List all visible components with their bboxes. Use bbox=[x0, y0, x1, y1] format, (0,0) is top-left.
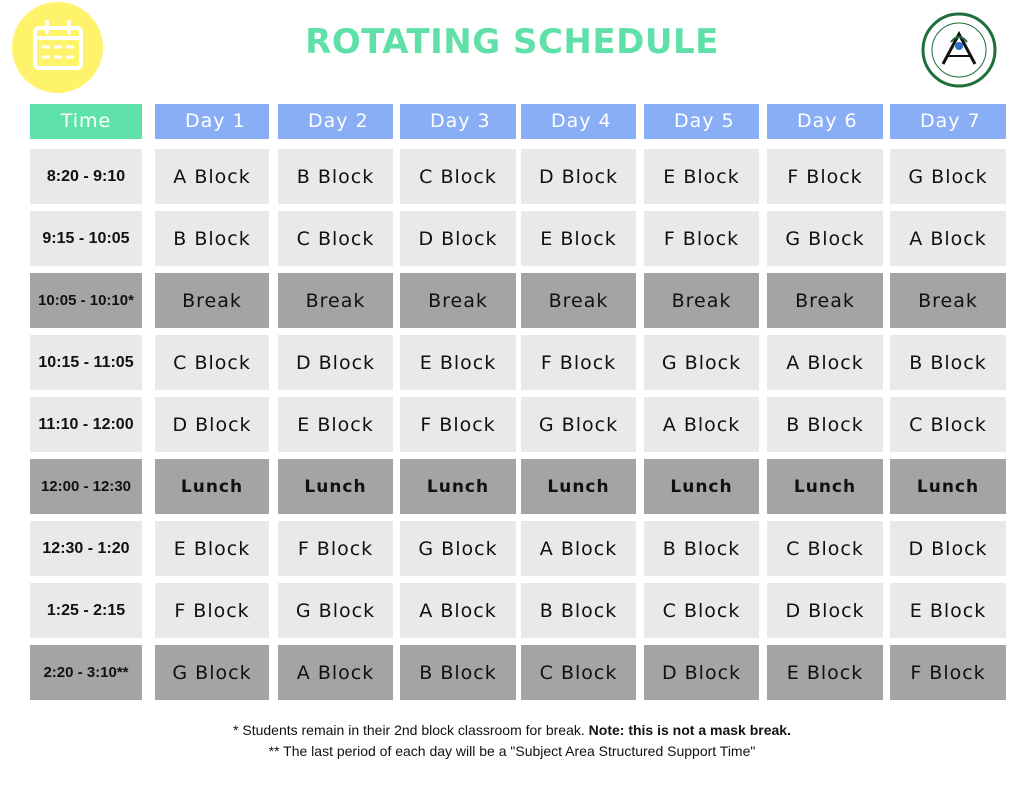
schedule-cell: E Block bbox=[521, 211, 636, 266]
schedule-cell: D Block bbox=[521, 149, 636, 204]
schedule-cell: Lunch bbox=[644, 459, 759, 514]
time-cell: 12:00 - 12:30 bbox=[30, 459, 142, 514]
footnote-break bbox=[0, 722, 1024, 738]
schedule-cell: D Block bbox=[155, 397, 269, 452]
day-header: Day 7 bbox=[890, 104, 1006, 139]
schedule-cell: D Block bbox=[644, 645, 759, 700]
schedule-cell: E Block bbox=[155, 521, 269, 576]
time-cell: 9:15 - 10:05 bbox=[30, 211, 142, 266]
schedule-cell: C Block bbox=[278, 211, 393, 266]
schedule-cell: G Block bbox=[644, 335, 759, 390]
schedule-cell: Break bbox=[278, 273, 393, 328]
footnote-break-note: Note: this is not a mask break. bbox=[588, 722, 791, 738]
schedule-cell: F Block bbox=[644, 211, 759, 266]
footnote-break-text: * Students remain in their 2nd block classroom for break. bbox=[233, 722, 589, 738]
schedule-cell: Lunch bbox=[521, 459, 636, 514]
day-header: Day 4 bbox=[521, 104, 636, 139]
schedule-cell: Break bbox=[890, 273, 1006, 328]
day-header: Day 1 bbox=[155, 104, 269, 139]
schedule-cell: F Block bbox=[400, 397, 516, 452]
schedule-cell: Lunch bbox=[767, 459, 883, 514]
schedule-cell: G Block bbox=[278, 583, 393, 638]
schedule-cell: A Block bbox=[890, 211, 1006, 266]
schedule-cell: A Block bbox=[400, 583, 516, 638]
schedule-cell: Lunch bbox=[400, 459, 516, 514]
schedule-cell: G Block bbox=[767, 211, 883, 266]
schedule-cell: B Block bbox=[767, 397, 883, 452]
schedule-cell: Break bbox=[644, 273, 759, 328]
schedule-cell: B Block bbox=[400, 645, 516, 700]
day-header: Day 5 bbox=[644, 104, 759, 139]
schedule-cell: F Block bbox=[767, 149, 883, 204]
time-header: Time bbox=[30, 104, 142, 139]
time-cell: 12:30 - 1:20 bbox=[30, 521, 142, 576]
schedule-cell: B Block bbox=[155, 211, 269, 266]
schedule-cell: D Block bbox=[400, 211, 516, 266]
schedule-cell: Break bbox=[400, 273, 516, 328]
schedule-cell: A Block bbox=[644, 397, 759, 452]
time-cell: 8:20 - 9:10 bbox=[30, 149, 142, 204]
schedule-cell: B Block bbox=[644, 521, 759, 576]
schedule-cell: Break bbox=[521, 273, 636, 328]
schedule-cell: G Block bbox=[521, 397, 636, 452]
schedule-cell: E Block bbox=[644, 149, 759, 204]
day-header: Day 6 bbox=[767, 104, 883, 139]
schedule-cell: D Block bbox=[890, 521, 1006, 576]
schedule-cell: F Block bbox=[278, 521, 393, 576]
time-cell: 10:05 - 10:10* bbox=[30, 273, 142, 328]
schedule-cell: C Block bbox=[890, 397, 1006, 452]
time-cell: 1:25 - 2:15 bbox=[30, 583, 142, 638]
school-seal-logo bbox=[921, 12, 997, 88]
schedule-cell: E Block bbox=[400, 335, 516, 390]
page-title: ROTATING SCHEDULE bbox=[305, 22, 719, 62]
time-cell: 10:15 - 11:05 bbox=[30, 335, 142, 390]
schedule-cell: D Block bbox=[767, 583, 883, 638]
schedule-cell: G Block bbox=[400, 521, 516, 576]
time-cell: 2:20 - 3:10** bbox=[30, 645, 142, 700]
schedule-cell: E Block bbox=[890, 583, 1006, 638]
schedule-cell: C Block bbox=[644, 583, 759, 638]
schedule-cell: B Block bbox=[521, 583, 636, 638]
schedule-cell: B Block bbox=[278, 149, 393, 204]
schedule-cell: Break bbox=[155, 273, 269, 328]
schedule-cell: A Block bbox=[767, 335, 883, 390]
day-header: Day 3 bbox=[400, 104, 516, 139]
schedule-cell: A Block bbox=[278, 645, 393, 700]
schedule-cell: E Block bbox=[278, 397, 393, 452]
schedule-cell: C Block bbox=[767, 521, 883, 576]
schedule-cell: Lunch bbox=[890, 459, 1006, 514]
schedule-cell: Lunch bbox=[278, 459, 393, 514]
schedule-cell: A Block bbox=[521, 521, 636, 576]
schedule-cell: G Block bbox=[155, 645, 269, 700]
schedule-cell: C Block bbox=[400, 149, 516, 204]
schedule-cell: D Block bbox=[278, 335, 393, 390]
schedule-cell: A Block bbox=[155, 149, 269, 204]
schedule-cell: Break bbox=[767, 273, 883, 328]
schedule-cell: B Block bbox=[890, 335, 1006, 390]
schedule-cell: F Block bbox=[521, 335, 636, 390]
schedule-cell: Lunch bbox=[155, 459, 269, 514]
day-header: Day 2 bbox=[278, 104, 393, 139]
schedule-cell: F Block bbox=[890, 645, 1006, 700]
schedule-cell: F Block bbox=[155, 583, 269, 638]
time-cell: 11:10 - 12:00 bbox=[30, 397, 142, 452]
schedule-cell: G Block bbox=[890, 149, 1006, 204]
schedule-cell: E Block bbox=[767, 645, 883, 700]
schedule-cell: C Block bbox=[155, 335, 269, 390]
footnote-last-period: ** The last period of each day will be a "Subject Area Structured Support Time" bbox=[268, 743, 756, 759]
schedule-cell: C Block bbox=[521, 645, 636, 700]
